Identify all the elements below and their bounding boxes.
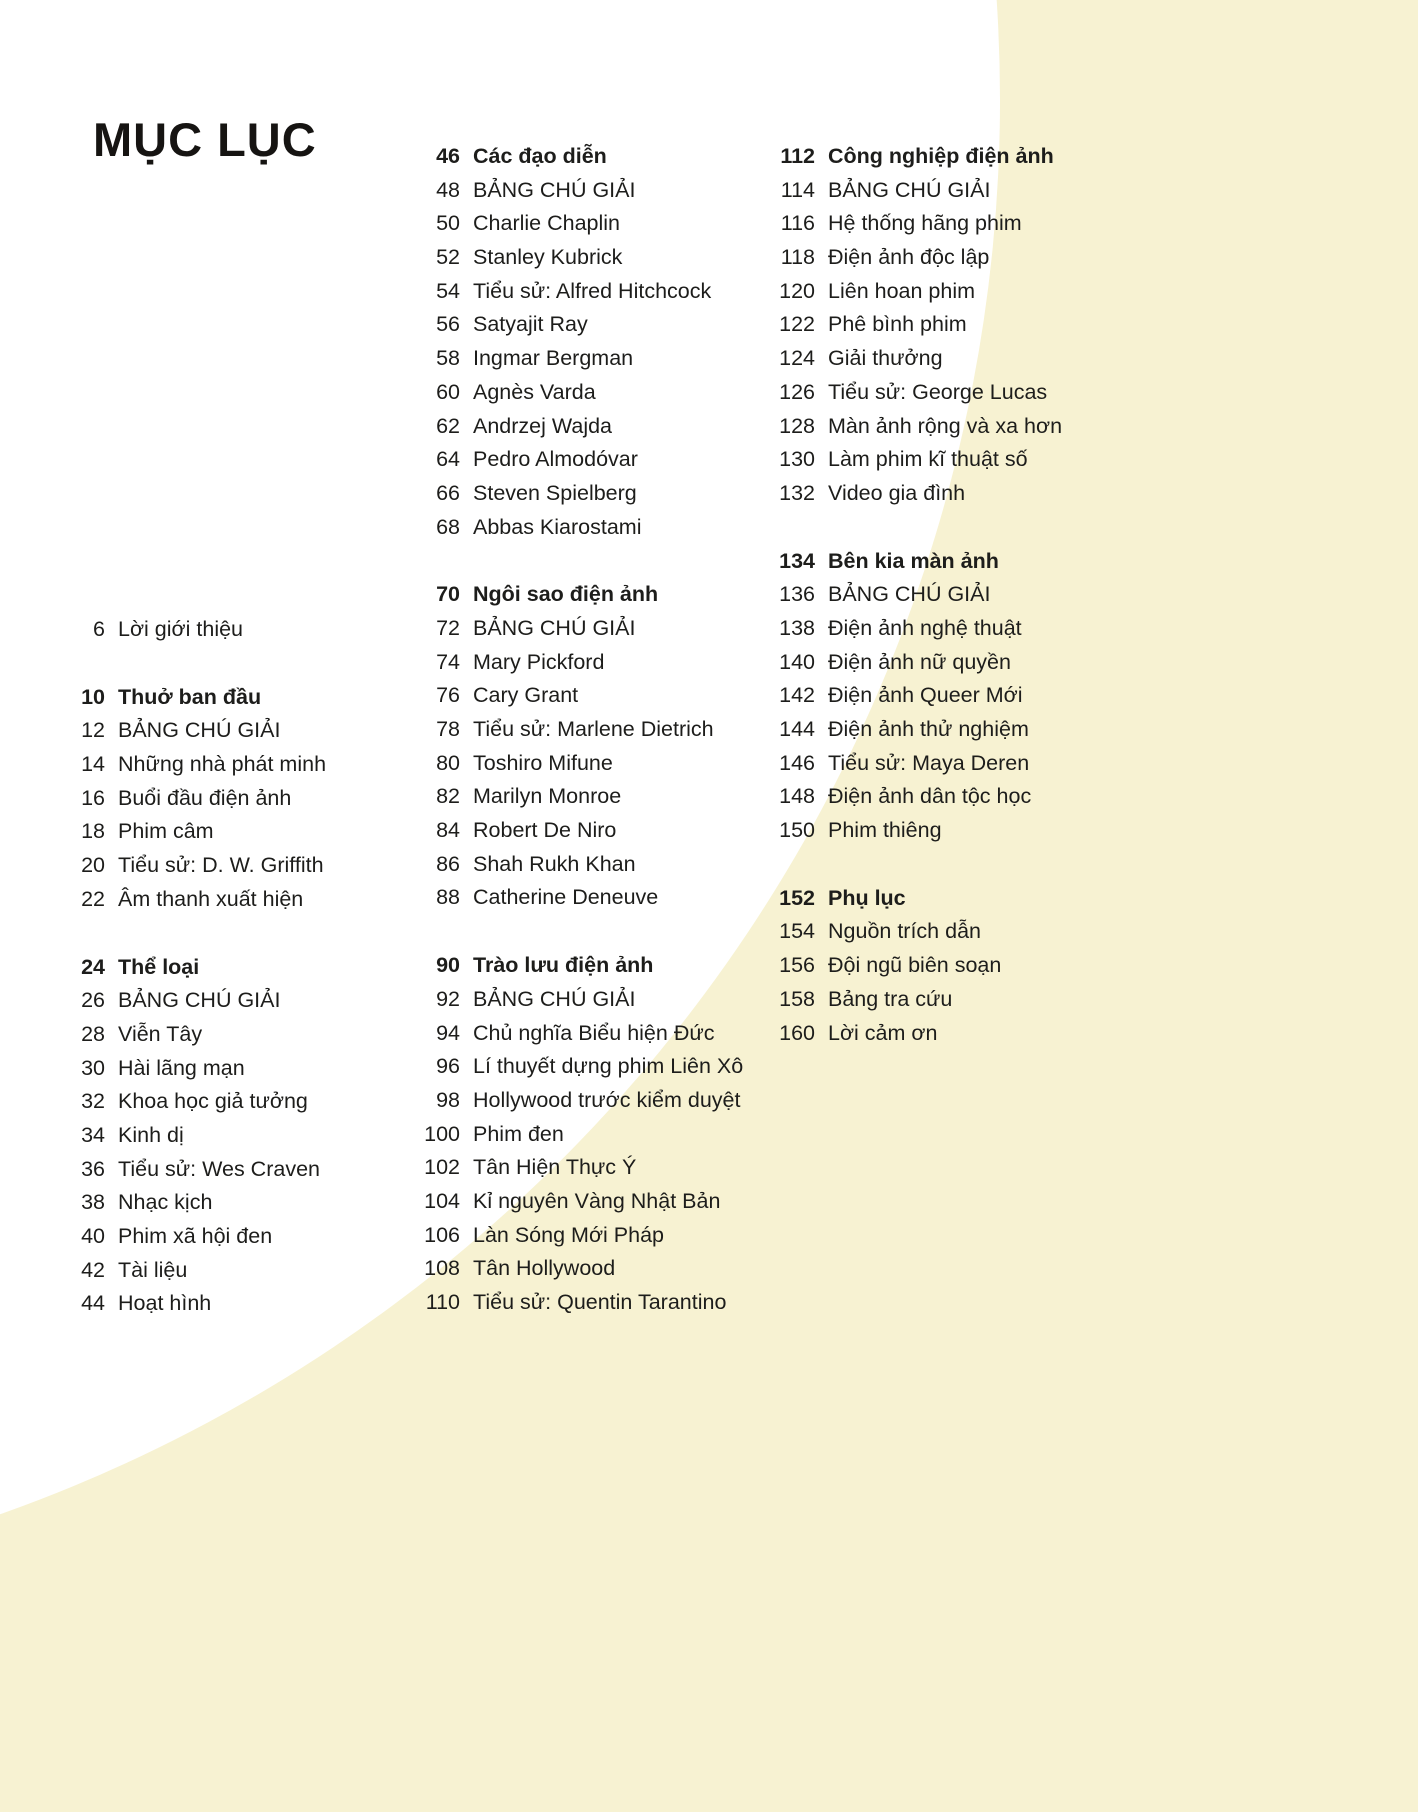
- toc-entry-label: Tiểu sử: Maya Deren: [828, 750, 1030, 775]
- toc-page-number: 100: [424, 1121, 460, 1146]
- toc-row: [767, 410, 1062, 444]
- toc-page-number: 110: [425, 1290, 460, 1314]
- toc-page-number: 40: [81, 1224, 105, 1248]
- toc-page-number: 50: [436, 211, 460, 236]
- toc-page-number: 6: [93, 617, 105, 641]
- toc-row: [412, 1185, 743, 1219]
- toc-entry-label: Kỉ nguyên Vàng Nhật Bản: [473, 1188, 721, 1213]
- toc-page-number: 18: [81, 819, 105, 844]
- toc-entry-label: BẢNG CHÚ GIẢI: [118, 988, 281, 1013]
- toc-page-number: 124: [779, 346, 815, 371]
- toc-entry-label: Các đạo diễn: [473, 144, 607, 168]
- toc-page-number: 160: [779, 1020, 815, 1045]
- toc-row: [412, 410, 743, 444]
- toc-page-number: 16: [81, 785, 105, 810]
- toc-section: [412, 949, 743, 1320]
- toc-page-number: 126: [779, 379, 815, 404]
- toc-row: [57, 748, 326, 782]
- toc-page-number: 54: [436, 278, 460, 303]
- toc-row: [57, 1085, 326, 1119]
- toc-section-heading-row: [412, 949, 743, 983]
- toc-entry-label: Charlie Chaplin: [473, 211, 620, 236]
- toc-row: [767, 780, 1062, 814]
- toc-page-number: 26: [81, 988, 105, 1013]
- toc-entry-label: Điện ảnh nghệ thuật: [828, 615, 1022, 640]
- toc-page-number: 156: [779, 953, 815, 978]
- toc-page-number: 90: [436, 953, 460, 978]
- toc-page-number: 78: [436, 717, 460, 741]
- toc-row: [767, 747, 1062, 781]
- toc-row: [412, 376, 743, 410]
- toc-page-number: 148: [779, 784, 815, 809]
- toc-row: [57, 1119, 326, 1153]
- toc-page-number: 22: [81, 886, 105, 911]
- toc-entry-label: Trào lưu điện ảnh: [473, 953, 654, 978]
- toc-row: [412, 174, 743, 208]
- toc-row: [412, 713, 743, 747]
- toc-page-number: 20: [81, 853, 105, 878]
- toc-page-number: 46: [436, 144, 460, 168]
- toc-page-number: 74: [436, 649, 460, 674]
- toc-entry-label: Khoa học giả tưởng: [118, 1089, 308, 1114]
- toc-entry-label: Tiểu sử: George Lucas: [828, 379, 1048, 404]
- toc-entry-label: Bảng tra cứu: [828, 986, 953, 1011]
- toc-page-number: 150: [779, 818, 815, 843]
- toc-row: [412, 612, 743, 646]
- toc-section-heading-row: [412, 140, 743, 174]
- toc-entry-label: Nguồn trích dẫn: [828, 919, 981, 944]
- toc-page-number: 132: [779, 480, 815, 505]
- toc-row: [57, 849, 326, 883]
- toc-row: [57, 1153, 326, 1187]
- toc-row: [412, 1084, 743, 1118]
- toc-page-number: 14: [81, 752, 105, 777]
- toc-row: [767, 949, 1062, 983]
- toc-row: [412, 780, 743, 814]
- toc-page-number: 98: [436, 1087, 460, 1112]
- toc-entry-label: Thể loại: [118, 954, 200, 979]
- toc-column-middle: [412, 140, 743, 1320]
- toc-entry-label: Phim câm: [118, 819, 214, 844]
- toc-page-number: 70: [436, 582, 460, 607]
- toc-section: [57, 613, 326, 647]
- toc-entry-label: Liên hoan phim: [828, 278, 976, 303]
- toc-row: [57, 1220, 326, 1254]
- toc-entry-label: Hoạt hình: [118, 1291, 212, 1316]
- toc-entry-label: Video gia đình: [828, 480, 966, 505]
- toc-row: [412, 342, 743, 376]
- toc-entry-label: Công nghiệp điện ảnh: [828, 144, 1054, 168]
- toc-row: [767, 443, 1062, 477]
- toc-entry-label: Shah Rukh Khan: [473, 851, 636, 876]
- toc-entry-label: Tân Hollywood: [473, 1256, 616, 1281]
- toc-page-number: 140: [779, 649, 815, 674]
- toc-entry-label: Agnès Varda: [473, 379, 596, 404]
- toc-entry-label: Thuở ban đầu: [118, 684, 262, 709]
- toc-entry-label: Abbas Kiarostami: [473, 514, 642, 539]
- toc-entry-label: Toshiro Mifune: [473, 750, 613, 775]
- toc-entry-label: Điện ảnh thử nghiệm: [828, 717, 1029, 741]
- toc-page-number: 96: [436, 1054, 460, 1079]
- toc-page-number: 44: [81, 1291, 105, 1316]
- toc-entry-label: Hollywood trước kiểm duyệt: [473, 1087, 741, 1112]
- toc-row: [57, 1186, 326, 1220]
- toc-entry-label: Lí thuyết dựng phim Liên Xô: [473, 1054, 744, 1079]
- toc-entry-label: Marilyn Monroe: [473, 784, 622, 809]
- toc-section: [57, 681, 326, 917]
- toc-entry-label: Hài lãng mạn: [118, 1055, 245, 1080]
- toc-section-heading-row: [767, 140, 1062, 174]
- toc-row: [767, 477, 1062, 511]
- toc-page-number: 28: [81, 1021, 105, 1046]
- toc-row: [412, 747, 743, 781]
- toc-row: [57, 714, 326, 748]
- toc-row: [57, 883, 326, 917]
- toc-page-number: 58: [436, 346, 460, 371]
- toc-row: [767, 646, 1062, 680]
- toc-entry-label: Tiểu sử: Wes Craven: [118, 1156, 320, 1181]
- toc-entry-label: Phim đen: [473, 1121, 564, 1146]
- toc-page-number: 138: [779, 615, 815, 640]
- toc-row: [412, 207, 743, 241]
- toc-entry-label: Tân Hiện Thực Ý: [473, 1155, 637, 1180]
- toc-row: [57, 815, 326, 849]
- toc-page-number: 120: [779, 278, 815, 303]
- toc-entry-label: Mary Pickford: [473, 649, 605, 674]
- toc-page-number: 108: [424, 1256, 460, 1281]
- toc-row: [57, 1018, 326, 1052]
- toc-row: [412, 241, 743, 275]
- toc-entry-label: Giải thưởng: [828, 346, 943, 371]
- toc-section: [412, 578, 743, 915]
- toc-row: [412, 814, 743, 848]
- toc-entry-label: Những nhà phát minh: [118, 752, 327, 777]
- toc-entry-label: Satyajit Ray: [473, 312, 588, 337]
- toc-entry-label: Âm thanh xuất hiện: [118, 886, 304, 911]
- toc-page-number: 64: [436, 447, 460, 472]
- toc-page-number: 52: [436, 245, 460, 270]
- toc-entry-label: Tiểu sử: Alfred Hitchcock: [473, 278, 712, 303]
- toc-entry-label: BẢNG CHÚ GIẢI: [828, 582, 991, 607]
- toc-page-number: 66: [436, 480, 460, 505]
- toc-page-number: 24: [81, 954, 105, 979]
- toc-row: [412, 679, 743, 713]
- toc-entry-label: Tiểu sử: D. W. Griffith: [118, 853, 324, 878]
- toc-row: [767, 1017, 1062, 1051]
- toc-section: [767, 545, 1062, 848]
- toc-row: [767, 308, 1062, 342]
- toc-entry-label: Pedro Almodóvar: [473, 447, 638, 472]
- toc-entry-label: Điện ảnh dân tộc học: [828, 784, 1032, 809]
- toc-entry-label: Ngôi sao điện ảnh: [473, 582, 659, 607]
- toc-page-number: 88: [436, 885, 460, 910]
- toc-page-number: 32: [81, 1089, 105, 1114]
- toc-entry-label: Cary Grant: [473, 683, 579, 708]
- toc-row: [412, 1219, 743, 1253]
- toc-page-number: 114: [780, 177, 815, 202]
- toc-page-number: 84: [436, 818, 460, 843]
- toc-row: [767, 915, 1062, 949]
- toc-entry-label: Điện ảnh độc lập: [828, 245, 990, 270]
- toc-row: [412, 646, 743, 680]
- toc-row: [412, 881, 743, 915]
- toc-page-number: 36: [81, 1156, 105, 1181]
- toc-entry-label: Đội ngũ biên soạn: [828, 953, 1002, 978]
- toc-entry-label: Điện ảnh nữ quyền: [828, 649, 1011, 674]
- toc-entry-label: Làn Sóng Mới Pháp: [473, 1222, 665, 1247]
- toc-entry-label: BẢNG CHÚ GIẢI: [118, 718, 281, 743]
- toc-page-number: 86: [436, 851, 460, 876]
- toc-row: [767, 814, 1062, 848]
- toc-entry-label: BẢNG CHÚ GIẢI: [473, 615, 636, 640]
- toc-page-number: 118: [780, 245, 815, 270]
- toc-page-number: 112: [780, 144, 815, 168]
- toc-column-left: [57, 613, 326, 1321]
- toc-page-number: 34: [81, 1122, 105, 1147]
- toc-page-number: 106: [424, 1222, 460, 1247]
- toc-section: [57, 951, 326, 1322]
- toc-entry-label: Màn ảnh rộng và xa hơn: [828, 413, 1063, 438]
- toc-page-number: 38: [81, 1190, 105, 1215]
- toc-entry-label: Andrzej Wajda: [473, 413, 613, 438]
- toc-entry-label: Phụ lục: [828, 885, 906, 910]
- toc-page-number: 144: [779, 717, 815, 741]
- toc-page-number: 82: [436, 784, 460, 809]
- toc-page-number: 104: [424, 1188, 460, 1213]
- toc-entry-label: Viễn Tây: [118, 1021, 203, 1046]
- toc-row: [412, 983, 743, 1017]
- toc-page-number: 158: [779, 986, 815, 1011]
- toc-entry-label: Stanley Kubrick: [473, 245, 623, 270]
- toc-entry-label: Steven Spielberg: [473, 480, 637, 505]
- toc-page-number: 94: [436, 1020, 460, 1045]
- toc-page-number: 116: [780, 211, 815, 236]
- toc-page-number: 56: [436, 312, 460, 337]
- toc-entry-label: Điện ảnh Queer Mới: [828, 683, 1023, 708]
- toc-section-heading-row: [57, 951, 326, 985]
- toc-row: [412, 1286, 743, 1320]
- toc-page-number: 80: [436, 750, 460, 775]
- toc-entry-label: Lời cảm ơn: [828, 1020, 938, 1045]
- toc-row: [767, 983, 1062, 1017]
- page-title: MỤC LỤC: [93, 113, 317, 166]
- toc-page-number: 12: [81, 718, 105, 743]
- toc-row: [412, 308, 743, 342]
- toc-row: [767, 612, 1062, 646]
- toc-row: [767, 342, 1062, 376]
- toc-page-number: 68: [436, 514, 460, 539]
- toc-entry-label: Tài liệu: [118, 1257, 188, 1282]
- toc-section: [412, 140, 743, 544]
- toc-entry-label: Phim thiêng: [828, 818, 942, 843]
- toc-row: [412, 443, 743, 477]
- toc-page-number: 152: [779, 885, 815, 910]
- toc-page-number: 76: [436, 683, 460, 708]
- toc-row: [767, 207, 1062, 241]
- toc-entry-label: Robert De Niro: [473, 818, 617, 843]
- toc-row: [412, 1050, 743, 1084]
- toc-entry-label: Tiểu sử: Quentin Tarantino: [473, 1290, 727, 1314]
- toc-row: [767, 679, 1062, 713]
- toc-row: [767, 578, 1062, 612]
- toc-row: [767, 174, 1062, 208]
- toc-row: [412, 1118, 743, 1152]
- toc-page-number: 122: [779, 312, 815, 337]
- toc-page-number: 102: [424, 1155, 460, 1180]
- toc-row: [767, 275, 1062, 309]
- toc-row: [57, 1052, 326, 1086]
- toc-page-number: 92: [436, 986, 460, 1011]
- toc-row: [412, 275, 743, 309]
- toc-page-number: 10: [81, 684, 105, 709]
- toc-row: [412, 477, 743, 511]
- toc-entry-label: Kinh dị: [118, 1122, 184, 1147]
- toc-page-number: 72: [436, 615, 460, 640]
- toc-section-heading-row: [767, 545, 1062, 579]
- toc-entry-label: BẢNG CHÚ GIẢI: [473, 177, 636, 202]
- toc-page-number: 142: [779, 683, 815, 708]
- toc-column-right: [767, 140, 1062, 1050]
- toc-page-number: 62: [436, 413, 460, 438]
- toc-row: [57, 1287, 326, 1321]
- toc-row: [767, 376, 1062, 410]
- toc-entry-label: BẢNG CHÚ GIẢI: [473, 986, 636, 1011]
- toc-entry-label: Làm phim kĩ thuật số: [828, 447, 1028, 472]
- toc-entry-label: Hệ thống hãng phim: [828, 211, 1022, 236]
- toc-page-number: 60: [436, 379, 460, 404]
- toc-entry-label: Ingmar Bergman: [473, 346, 634, 371]
- toc-row: [412, 1151, 743, 1185]
- toc-entry-label: Catherine Deneuve: [473, 885, 659, 910]
- toc-row: [412, 511, 743, 545]
- toc-entry-label: Buổi đầu điện ảnh: [118, 785, 292, 810]
- toc-section: [767, 140, 1062, 511]
- toc-row: [57, 613, 326, 647]
- toc-row: [412, 1017, 743, 1051]
- toc-row: [57, 984, 326, 1018]
- toc-page-number: 136: [779, 582, 815, 607]
- toc-page-number: 128: [779, 413, 815, 438]
- toc-row: [767, 713, 1062, 747]
- toc-page-number: 48: [436, 177, 460, 202]
- toc-entry-label: Phê bình phim: [828, 312, 967, 337]
- toc-entry-label: Bên kia màn ảnh: [828, 548, 999, 573]
- toc-section: [767, 882, 1062, 1050]
- toc-page-number: 154: [779, 919, 815, 944]
- toc-row: [57, 1254, 326, 1288]
- toc-page-number: 130: [779, 447, 815, 472]
- toc-page-number: 42: [81, 1257, 105, 1282]
- toc-row: [57, 782, 326, 816]
- toc-section-heading-row: [767, 882, 1062, 916]
- toc-row: [412, 848, 743, 882]
- toc-row: [412, 1252, 743, 1286]
- toc-page-number: 30: [81, 1055, 105, 1080]
- toc-entry-label: Lời giới thiệu: [118, 617, 244, 641]
- toc-entry-label: Nhạc kịch: [118, 1190, 213, 1215]
- toc-entry-label: Phim xã hội đen: [118, 1224, 273, 1248]
- toc-section-heading-row: [412, 578, 743, 612]
- toc-section-heading-row: [57, 681, 326, 715]
- toc-entry-label: Chủ nghĩa Biểu hiện Đức: [473, 1020, 715, 1045]
- toc-page-number: 146: [779, 750, 815, 775]
- toc-row: [767, 241, 1062, 275]
- toc-entry-label: BẢNG CHÚ GIẢI: [828, 177, 991, 202]
- toc-page-number: 134: [779, 548, 815, 573]
- toc-entry-label: Tiểu sử: Marlene Dietrich: [473, 717, 714, 741]
